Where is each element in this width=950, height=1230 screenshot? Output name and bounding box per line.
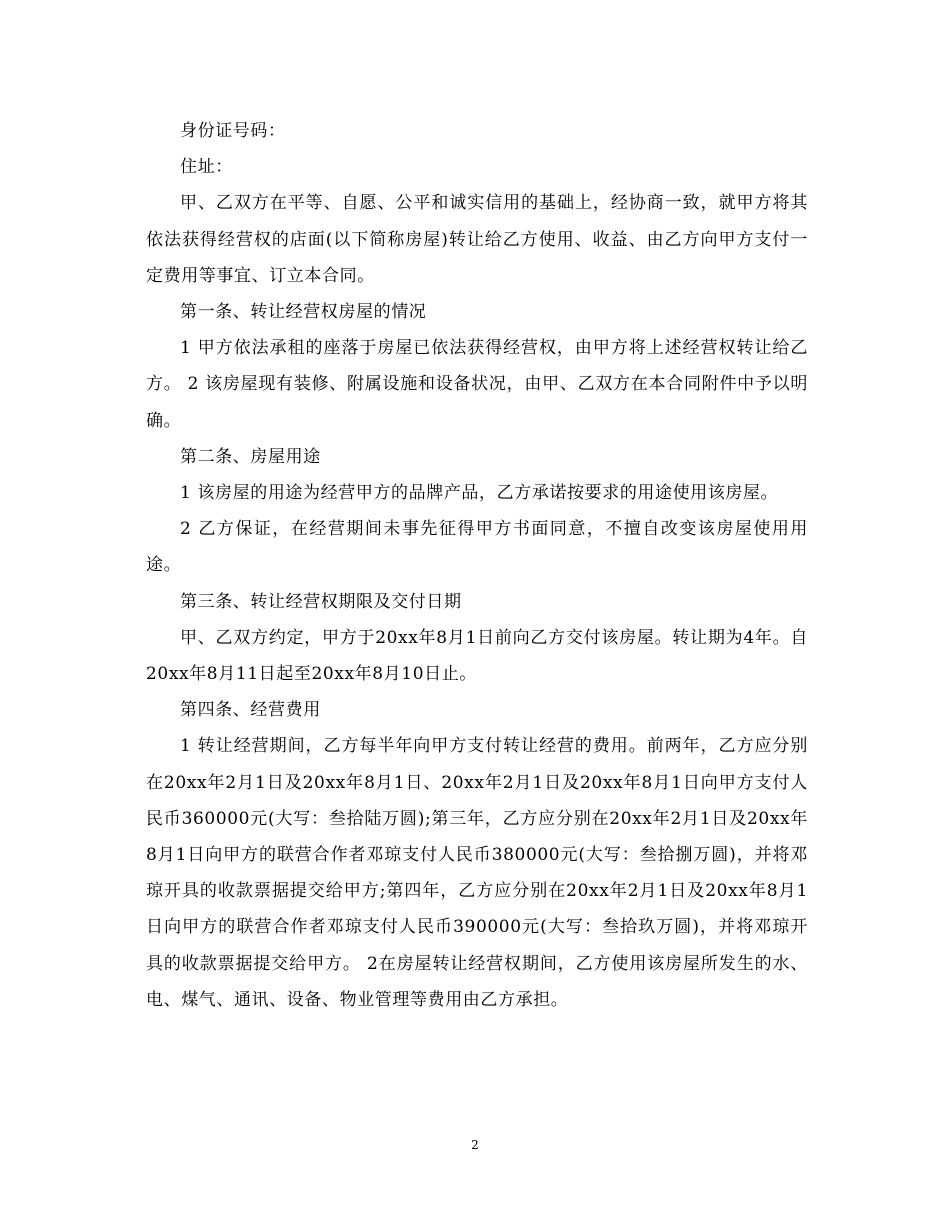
article-1-body: 1 甲方依法承租的座落于房屋已依法获得经营权，由甲方将上述经营权转让给乙方。 2 该房屋现有装修、附属设施和设备状况，由甲、乙双方在本合同附件中予以明确。 xyxy=(146,338,808,431)
article-3-body: 甲、乙双方约定，甲方于20xx年8月1日前向乙方交付该房屋。转让期为4年。自20xx年8月11日起至20xx年8月10日止。 xyxy=(146,627,808,685)
page-number: 2 xyxy=(471,1138,479,1152)
document-body xyxy=(146,113,808,1018)
preamble-paragraph: 甲、乙双方在平等、自愿、公平和诚实信用的基础上，经协商一致，就甲方将其依法获得经营权的店面(以下简称房屋)转让给乙方使用、收益、由乙方向甲方支付一定费用等事宜、订立本合同。 xyxy=(146,193,808,286)
article-1-heading: 第一条、转让经营权房屋的情况 xyxy=(180,302,427,323)
address-line: 住址： xyxy=(180,157,233,178)
article-4-heading: 第四条、经营费用 xyxy=(180,700,321,721)
article-2-clause-2: 2 乙方保证，在经营期间未事先征得甲方书面同意，不擅自改变该房屋使用用途。 xyxy=(146,519,808,576)
article-4-body: 1 转让经营期间，乙方每半年向甲方支付转让经营的费用。前两年，乙方应分别在20xx年2月1日及20xx年8月1日、20xx年2月1日及20xx年8月1日向甲方支付人民币360000元(大写：叁拾陆万圆);第三年，乙方应分别在20xx年2月1日及20xx年8月1日向甲方的联营合作者邓琼支付人民币380000元(大写：叁拾捌万圆)，并将邓琼开具的收款票据提交给甲方;第四年，乙方应分别在20xx年2月1日及20xx年8月1日向甲方的联营合作者邓琼支付人民币390000元(大写：叁拾玖万圆)，并将邓琼开具的收款票据提交给甲方。 2在房屋转让经营权期间，乙方使用该房屋所发生的水、电、煤气、通讯、设备、物业管理等费用由乙方承担。 xyxy=(146,736,808,1010)
id-number-line: 身份证号码： xyxy=(180,121,286,141)
article-3-heading: 第三条、转让经营权期限及交付日期 xyxy=(180,591,462,612)
article-2-heading: 第二条、房屋用途 xyxy=(180,446,321,467)
article-2-clause-1: 1 该房屋的用途为经营甲方的品牌产品，乙方承诺按要求的用途使用该房屋。 xyxy=(180,483,779,504)
